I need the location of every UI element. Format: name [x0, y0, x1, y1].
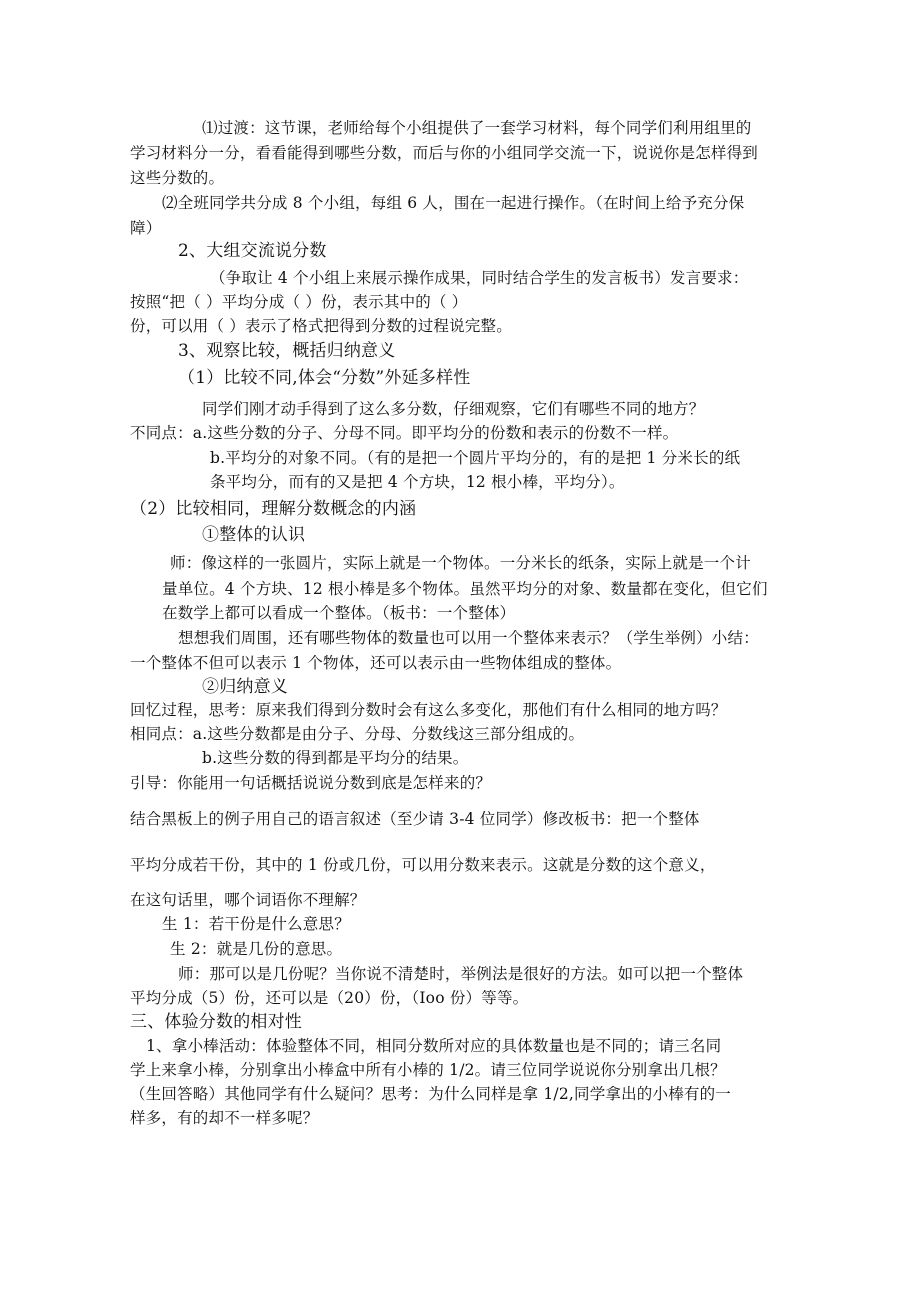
text-line: b.这些分数的得到都是平均分的结果。 [202, 749, 469, 767]
text-line: 结合黑板上的例子用自己的语言叙述（至少请 3-4 位同学）修改板书：把一个整体 [130, 810, 700, 828]
section-heading: 2、大组交流说分数 [178, 241, 327, 261]
text-line: 在数学上都可以看成一个整体。（板书：一个整体） [162, 604, 516, 622]
text-line: 这些分数的。 [130, 169, 225, 187]
sub-heading: ①整体的认识 [202, 525, 306, 545]
text-line: 份，可以用（ ）表示了格式把得到分数的过程说完整。 [130, 317, 512, 335]
text-line: 1、拿小棒活动：体验整体不同，相同分数所对应的具体数量也是不同的；请三名同 [146, 1037, 722, 1055]
text-line: 想想我们周围，还有哪些物体的数量也可以用一个整体来表示？（学生举例）小结： [178, 629, 759, 647]
section-heading: 3、观察比较，概括归纳意义 [178, 341, 396, 361]
text-line: 生 1：若干份是什么意思？ [162, 915, 350, 933]
text-line: 相同点：a.这些分数都是由分子、分母、分数线这三部分组成的。 [130, 725, 585, 743]
text-line: b.平均分的对象不同。（有的是把一个圆片平均分的，有的是把 1 分米长的纸 [210, 449, 741, 467]
text-line: 引导：你能用一句话概括说说分数到底是怎样来的？ [130, 774, 492, 792]
text-line: 量单位。4 个方块、12 根小棒是多个物体。虽然平均分的对象、数量都在变化，但它们 [162, 580, 768, 598]
text-line: 学习材料分一分，看看能得到哪些分数，而后与你的小组同学交流一下，说说你是怎样得到 [130, 144, 759, 162]
text-line: 回忆过程，思考：原来我们得到分数时会有这么多变化，那他们有什么相同的地方吗？ [130, 701, 727, 719]
text-line: 平均分成若干份，其中的 1 份或几份，可以用分数来表示。这就是分数的这个意义， [130, 856, 716, 874]
text-line: （生回答略）其他同学有什么疑问？思考：为什么同样是拿 1/2,同学拿出的小棒有的一 [130, 1085, 732, 1103]
text-line: 平均分成（5）份，还可以是（20）份，（Ioo 份）等等。 [130, 989, 529, 1007]
sub-heading: （2）比较相同，理解分数概念的内涵 [130, 499, 417, 519]
text-line: 学上来拿小棒，分别拿出小棒盒中所有小棒的 1/2。请三位同学说说你分别拿出几根？ [130, 1061, 726, 1079]
text-line: 师：像这样的一张圆片，实际上就是一个物体。一分米长的纸条，实际上就是一个计 [170, 554, 751, 572]
sub-heading: （1）比较不同,体会“分数”外延多样性 [178, 368, 471, 388]
text-line: 同学们刚才动手得到了这么多分数，仔细观察，它们有哪些不同的地方？ [202, 400, 705, 418]
section-heading: 三、体验分数的相对性 [130, 1012, 302, 1032]
text-line: 条平均分，而有的又是把 4 个方块，12 根小棒，平均分）。 [210, 473, 625, 491]
text-line: 生 2：就是几份的意思。 [170, 940, 343, 958]
text-line: 在这句话里，哪个词语你不理解？ [130, 891, 366, 909]
sub-heading: ②归纳意义 [202, 677, 288, 697]
text-line: 一个整体不但可以表示 1 个物体，还可以表示由一些物体组成的整体。 [130, 654, 622, 672]
text-line: ⑴过渡：这节课，老师给每个小组提供了一套学习材料，每个同学们利用组里的 [202, 119, 752, 137]
text-line: ⑵全班同学共分成 8 个小组，每组 6 人，围在一起进行操作。（在时间上给予充分保 [162, 194, 745, 212]
text-line: （争取让 4 个小组上来展示操作成果，同时结合学生的发言板书）发言要求： [210, 269, 749, 287]
text-line: 师：那可以是几份呢？当你说不清楚时，举例法是很好的方法。如可以把一个整体 [178, 965, 744, 983]
text-line: 不同点：a.这些分数的分子、分母不同。即平均分的份数和表示的份数不一样。 [130, 424, 679, 442]
text-line: 障） [130, 219, 162, 237]
text-line: 样多，有的却不一样多呢？ [130, 1109, 319, 1127]
text-line: 按照“把（ ）平均分成（ ）份，表示其中的（ ） [130, 293, 468, 311]
